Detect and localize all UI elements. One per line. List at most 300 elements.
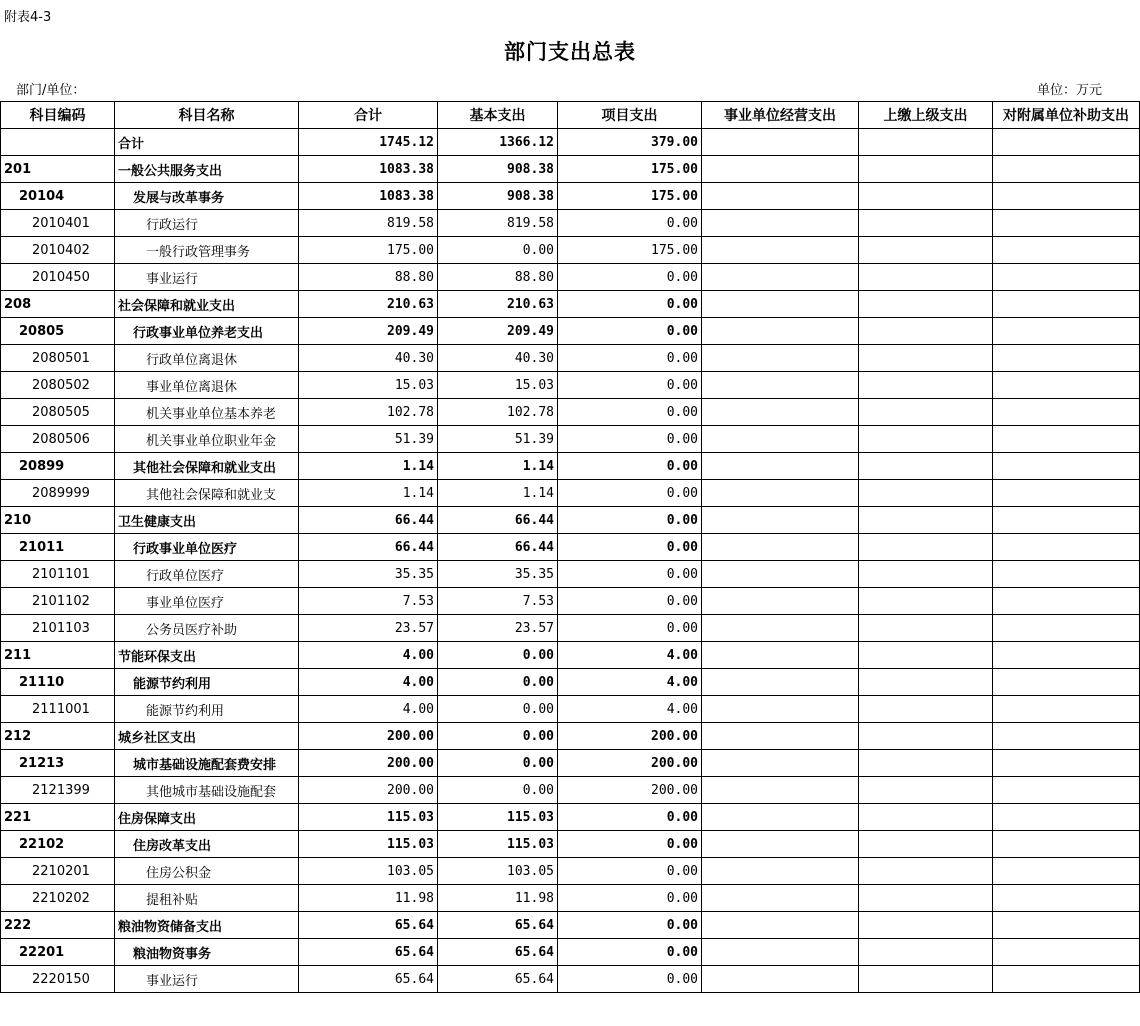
- row-name: 住房保障支出: [115, 804, 299, 831]
- row-code: 20805: [1, 318, 115, 345]
- row-total: 115.03: [299, 831, 438, 858]
- table-row: [1, 210, 1140, 237]
- row-total: 11.98: [299, 885, 438, 912]
- row-project: 0.00: [558, 804, 702, 831]
- row-subsidy: [993, 885, 1140, 912]
- row-code: [1, 129, 115, 156]
- row-basic: 0.00: [438, 723, 558, 750]
- header-business: 事业单位经营支出: [702, 102, 859, 129]
- row-code: 201: [1, 156, 115, 183]
- row-project: 0.00: [558, 966, 702, 993]
- row-subsidy: [993, 129, 1140, 156]
- row-basic: 908.38: [438, 183, 558, 210]
- row-business: [702, 237, 859, 264]
- row-subsidy: [993, 804, 1140, 831]
- row-remit: [859, 291, 993, 318]
- row-business: [702, 912, 859, 939]
- row-basic: 66.44: [438, 507, 558, 534]
- row-name: 行政运行: [115, 210, 299, 237]
- row-total: 115.03: [299, 804, 438, 831]
- row-name: 行政单位医疗: [115, 561, 299, 588]
- row-remit: [859, 777, 993, 804]
- table-row: [1, 453, 1140, 480]
- row-basic: 65.64: [438, 966, 558, 993]
- header-name: 科目名称: [115, 102, 299, 129]
- table-row: [1, 615, 1140, 642]
- row-code: 221: [1, 804, 115, 831]
- table-row: [1, 966, 1140, 993]
- row-code: 2210201: [1, 858, 115, 885]
- table-row: [1, 912, 1140, 939]
- row-basic: 115.03: [438, 831, 558, 858]
- row-subsidy: [993, 561, 1140, 588]
- row-subsidy: [993, 669, 1140, 696]
- row-business: [702, 777, 859, 804]
- row-remit: [859, 507, 993, 534]
- row-basic: 0.00: [438, 750, 558, 777]
- row-total: 65.64: [299, 939, 438, 966]
- row-business: [702, 588, 859, 615]
- row-subsidy: [993, 426, 1140, 453]
- row-business: [702, 453, 859, 480]
- row-code: 2121399: [1, 777, 115, 804]
- row-remit: [859, 534, 993, 561]
- table-row: [1, 723, 1140, 750]
- row-project: 0.00: [558, 831, 702, 858]
- row-code: 21011: [1, 534, 115, 561]
- row-total: 1.14: [299, 453, 438, 480]
- row-project: 0.00: [558, 372, 702, 399]
- row-code: 2210202: [1, 885, 115, 912]
- row-remit: [859, 129, 993, 156]
- table-row: [1, 588, 1140, 615]
- row-project: 200.00: [558, 777, 702, 804]
- row-total: 175.00: [299, 237, 438, 264]
- header-remit: 上缴上级支出: [859, 102, 993, 129]
- row-business: [702, 345, 859, 372]
- row-project: 0.00: [558, 588, 702, 615]
- row-total: 200.00: [299, 723, 438, 750]
- row-basic: 65.64: [438, 912, 558, 939]
- row-name: 事业单位离退休: [115, 372, 299, 399]
- row-code: 2010402: [1, 237, 115, 264]
- row-code: 208: [1, 291, 115, 318]
- row-subsidy: [993, 399, 1140, 426]
- row-business: [702, 318, 859, 345]
- row-project: 379.00: [558, 129, 702, 156]
- row-remit: [859, 669, 993, 696]
- row-business: [702, 372, 859, 399]
- table-header-row: [1, 102, 1140, 129]
- row-total: 65.64: [299, 912, 438, 939]
- row-code: 21213: [1, 750, 115, 777]
- row-project: 4.00: [558, 696, 702, 723]
- table-row: [1, 939, 1140, 966]
- page-title: 部门支出总表: [504, 40, 636, 64]
- row-remit: [859, 588, 993, 615]
- row-remit: [859, 210, 993, 237]
- row-business: [702, 399, 859, 426]
- row-subsidy: [993, 480, 1140, 507]
- row-basic: 66.44: [438, 534, 558, 561]
- table-row: [1, 183, 1140, 210]
- row-total: 1745.12: [299, 129, 438, 156]
- row-project: 0.00: [558, 885, 702, 912]
- row-subsidy: [993, 939, 1140, 966]
- row-total: 51.39: [299, 426, 438, 453]
- row-basic: 51.39: [438, 426, 558, 453]
- expenditure-table: [0, 101, 1140, 993]
- row-basic: 209.49: [438, 318, 558, 345]
- table-row: [1, 156, 1140, 183]
- row-code: 222: [1, 912, 115, 939]
- table-row: [1, 318, 1140, 345]
- row-remit: [859, 750, 993, 777]
- row-business: [702, 831, 859, 858]
- row-remit: [859, 966, 993, 993]
- row-business: [702, 804, 859, 831]
- row-project: 175.00: [558, 237, 702, 264]
- row-remit: [859, 831, 993, 858]
- row-project: 0.00: [558, 291, 702, 318]
- row-name: 一般行政管理事务: [115, 237, 299, 264]
- row-business: [702, 858, 859, 885]
- row-name: 粮油物资事务: [115, 939, 299, 966]
- row-name: 提租补贴: [115, 885, 299, 912]
- table-row: [1, 237, 1140, 264]
- table-row: [1, 345, 1140, 372]
- row-total: 4.00: [299, 669, 438, 696]
- row-subsidy: [993, 264, 1140, 291]
- row-name: 事业运行: [115, 966, 299, 993]
- row-business: [702, 426, 859, 453]
- row-remit: [859, 156, 993, 183]
- row-remit: [859, 426, 993, 453]
- table-row: [1, 507, 1140, 534]
- row-basic: 35.35: [438, 561, 558, 588]
- table-row: [1, 534, 1140, 561]
- row-code: 2010450: [1, 264, 115, 291]
- row-basic: 0.00: [438, 696, 558, 723]
- table-row: [1, 399, 1140, 426]
- unit-label: 单位：万元: [1036, 83, 1102, 98]
- row-total: 1083.38: [299, 156, 438, 183]
- row-business: [702, 750, 859, 777]
- row-total: 102.78: [299, 399, 438, 426]
- row-subsidy: [993, 642, 1140, 669]
- row-subsidy: [993, 696, 1140, 723]
- row-remit: [859, 345, 993, 372]
- row-code: 210: [1, 507, 115, 534]
- row-project: 175.00: [558, 156, 702, 183]
- row-total: 66.44: [299, 507, 438, 534]
- row-subsidy: [993, 372, 1140, 399]
- row-remit: [859, 723, 993, 750]
- row-name: 其他城市基础设施配套: [115, 777, 299, 804]
- row-code: 211: [1, 642, 115, 669]
- row-business: [702, 183, 859, 210]
- row-basic: 65.64: [438, 939, 558, 966]
- row-code: 2101101: [1, 561, 115, 588]
- row-project: 0.00: [558, 480, 702, 507]
- row-code: 2080502: [1, 372, 115, 399]
- row-subsidy: [993, 156, 1140, 183]
- row-basic: 0.00: [438, 669, 558, 696]
- row-remit: [859, 615, 993, 642]
- row-name: 其他社会保障和就业支出: [115, 453, 299, 480]
- row-subsidy: [993, 453, 1140, 480]
- row-subsidy: [993, 534, 1140, 561]
- row-total: 15.03: [299, 372, 438, 399]
- row-total: 210.63: [299, 291, 438, 318]
- row-remit: [859, 642, 993, 669]
- table-row: [1, 750, 1140, 777]
- row-total: 65.64: [299, 966, 438, 993]
- row-project: 0.00: [558, 426, 702, 453]
- row-code: 20899: [1, 453, 115, 480]
- row-project: 0.00: [558, 615, 702, 642]
- row-total: 1.14: [299, 480, 438, 507]
- header-basic: 基本支出: [438, 102, 558, 129]
- row-total: 66.44: [299, 534, 438, 561]
- row-basic: 1.14: [438, 480, 558, 507]
- row-subsidy: [993, 210, 1140, 237]
- row-total: 1083.38: [299, 183, 438, 210]
- row-name: 合计: [115, 129, 299, 156]
- row-remit: [859, 561, 993, 588]
- row-basic: 23.57: [438, 615, 558, 642]
- row-project: 0.00: [558, 858, 702, 885]
- row-subsidy: [993, 750, 1140, 777]
- row-name: 节能环保支出: [115, 642, 299, 669]
- table-row: [1, 291, 1140, 318]
- row-code: 21110: [1, 669, 115, 696]
- table-row: [1, 804, 1140, 831]
- row-basic: 0.00: [438, 642, 558, 669]
- dept-label: 部门/单位：: [16, 83, 86, 98]
- row-code: 20104: [1, 183, 115, 210]
- row-business: [702, 480, 859, 507]
- row-total: 819.58: [299, 210, 438, 237]
- row-code: 2080501: [1, 345, 115, 372]
- row-basic: 210.63: [438, 291, 558, 318]
- row-remit: [859, 399, 993, 426]
- row-project: 0.00: [558, 939, 702, 966]
- row-project: 0.00: [558, 399, 702, 426]
- row-business: [702, 561, 859, 588]
- row-subsidy: [993, 183, 1140, 210]
- row-name: 住房改革支出: [115, 831, 299, 858]
- table-row: [1, 372, 1140, 399]
- row-subsidy: [993, 723, 1140, 750]
- row-name: 能源节约利用: [115, 696, 299, 723]
- row-remit: [859, 372, 993, 399]
- row-business: [702, 156, 859, 183]
- row-code: 212: [1, 723, 115, 750]
- row-total: 88.80: [299, 264, 438, 291]
- row-name: 社会保障和就业支出: [115, 291, 299, 318]
- row-remit: [859, 480, 993, 507]
- table-row: [1, 858, 1140, 885]
- row-business: [702, 129, 859, 156]
- row-remit: [859, 318, 993, 345]
- row-subsidy: [993, 615, 1140, 642]
- row-total: 7.53: [299, 588, 438, 615]
- row-name: 卫生健康支出: [115, 507, 299, 534]
- row-basic: 115.03: [438, 804, 558, 831]
- row-project: 4.00: [558, 642, 702, 669]
- row-project: 0.00: [558, 561, 702, 588]
- row-remit: [859, 237, 993, 264]
- table-row: [1, 831, 1140, 858]
- header-code: 科目编码: [1, 102, 115, 129]
- row-basic: 7.53: [438, 588, 558, 615]
- row-business: [702, 534, 859, 561]
- table-row: [1, 669, 1140, 696]
- row-name: 机关事业单位基本养老: [115, 399, 299, 426]
- row-remit: [859, 912, 993, 939]
- row-basic: 1366.12: [438, 129, 558, 156]
- row-basic: 0.00: [438, 777, 558, 804]
- row-total: 200.00: [299, 777, 438, 804]
- row-name: 事业单位医疗: [115, 588, 299, 615]
- table-row: [1, 129, 1140, 156]
- row-code: 2101102: [1, 588, 115, 615]
- row-total: 209.49: [299, 318, 438, 345]
- row-project: 0.00: [558, 264, 702, 291]
- row-business: [702, 291, 859, 318]
- header-project: 项目支出: [558, 102, 702, 129]
- row-business: [702, 507, 859, 534]
- row-total: 103.05: [299, 858, 438, 885]
- row-subsidy: [993, 291, 1140, 318]
- row-basic: 0.00: [438, 237, 558, 264]
- row-name: 事业运行: [115, 264, 299, 291]
- row-business: [702, 264, 859, 291]
- row-name: 公务员医疗补助: [115, 615, 299, 642]
- row-total: 40.30: [299, 345, 438, 372]
- row-subsidy: [993, 237, 1140, 264]
- row-total: 4.00: [299, 642, 438, 669]
- table-row: [1, 264, 1140, 291]
- row-project: 0.00: [558, 507, 702, 534]
- row-business: [702, 210, 859, 237]
- row-business: [702, 966, 859, 993]
- row-name: 能源节约利用: [115, 669, 299, 696]
- row-basic: 908.38: [438, 156, 558, 183]
- header-subsidy: 对附属单位补助支出: [993, 102, 1140, 129]
- row-subsidy: [993, 588, 1140, 615]
- row-name: 机关事业单位职业年金: [115, 426, 299, 453]
- table-row: [1, 426, 1140, 453]
- row-business: [702, 669, 859, 696]
- row-code: 2010401: [1, 210, 115, 237]
- row-code: 22102: [1, 831, 115, 858]
- row-remit: [859, 885, 993, 912]
- row-remit: [859, 453, 993, 480]
- row-project: 0.00: [558, 210, 702, 237]
- row-code: 2220150: [1, 966, 115, 993]
- row-remit: [859, 264, 993, 291]
- row-code: 2080506: [1, 426, 115, 453]
- table-row: [1, 777, 1140, 804]
- row-project: 175.00: [558, 183, 702, 210]
- row-business: [702, 885, 859, 912]
- row-basic: 40.30: [438, 345, 558, 372]
- row-subsidy: [993, 912, 1140, 939]
- row-project: 200.00: [558, 723, 702, 750]
- row-basic: 819.58: [438, 210, 558, 237]
- table-row: [1, 696, 1140, 723]
- row-subsidy: [993, 318, 1140, 345]
- row-business: [702, 939, 859, 966]
- row-name: 城乡社区支出: [115, 723, 299, 750]
- header-total: 合计: [299, 102, 438, 129]
- row-subsidy: [993, 777, 1140, 804]
- row-remit: [859, 858, 993, 885]
- row-subsidy: [993, 966, 1140, 993]
- table-row: [1, 885, 1140, 912]
- table-row: [1, 642, 1140, 669]
- row-total: 200.00: [299, 750, 438, 777]
- row-name: 发展与改革事务: [115, 183, 299, 210]
- row-subsidy: [993, 507, 1140, 534]
- row-business: [702, 696, 859, 723]
- annex-label: 附表4-3: [4, 10, 52, 25]
- row-basic: 102.78: [438, 399, 558, 426]
- row-total: 4.00: [299, 696, 438, 723]
- table-body: [1, 129, 1140, 993]
- row-project: 0.00: [558, 912, 702, 939]
- row-remit: [859, 804, 993, 831]
- row-name: 一般公共服务支出: [115, 156, 299, 183]
- row-name: 行政事业单位医疗: [115, 534, 299, 561]
- row-basic: 88.80: [438, 264, 558, 291]
- row-total: 23.57: [299, 615, 438, 642]
- row-total: 35.35: [299, 561, 438, 588]
- table-row: [1, 561, 1140, 588]
- row-business: [702, 642, 859, 669]
- row-remit: [859, 939, 993, 966]
- row-project: 0.00: [558, 534, 702, 561]
- row-code: 2101103: [1, 615, 115, 642]
- row-code: 2111001: [1, 696, 115, 723]
- row-name: 住房公积金: [115, 858, 299, 885]
- row-subsidy: [993, 858, 1140, 885]
- table-row: [1, 480, 1140, 507]
- row-name: 粮油物资储备支出: [115, 912, 299, 939]
- row-name: 行政事业单位养老支出: [115, 318, 299, 345]
- row-subsidy: [993, 831, 1140, 858]
- row-project: 0.00: [558, 345, 702, 372]
- row-business: [702, 723, 859, 750]
- row-project: 4.00: [558, 669, 702, 696]
- row-code: 2080505: [1, 399, 115, 426]
- row-project: 0.00: [558, 318, 702, 345]
- row-project: 200.00: [558, 750, 702, 777]
- row-code: 2089999: [1, 480, 115, 507]
- row-basic: 103.05: [438, 858, 558, 885]
- row-name: 城市基础设施配套费安排: [115, 750, 299, 777]
- row-name: 行政单位离退休: [115, 345, 299, 372]
- row-basic: 11.98: [438, 885, 558, 912]
- row-remit: [859, 696, 993, 723]
- row-basic: 15.03: [438, 372, 558, 399]
- row-basic: 1.14: [438, 453, 558, 480]
- row-remit: [859, 183, 993, 210]
- row-project: 0.00: [558, 453, 702, 480]
- row-name: 其他社会保障和就业支: [115, 480, 299, 507]
